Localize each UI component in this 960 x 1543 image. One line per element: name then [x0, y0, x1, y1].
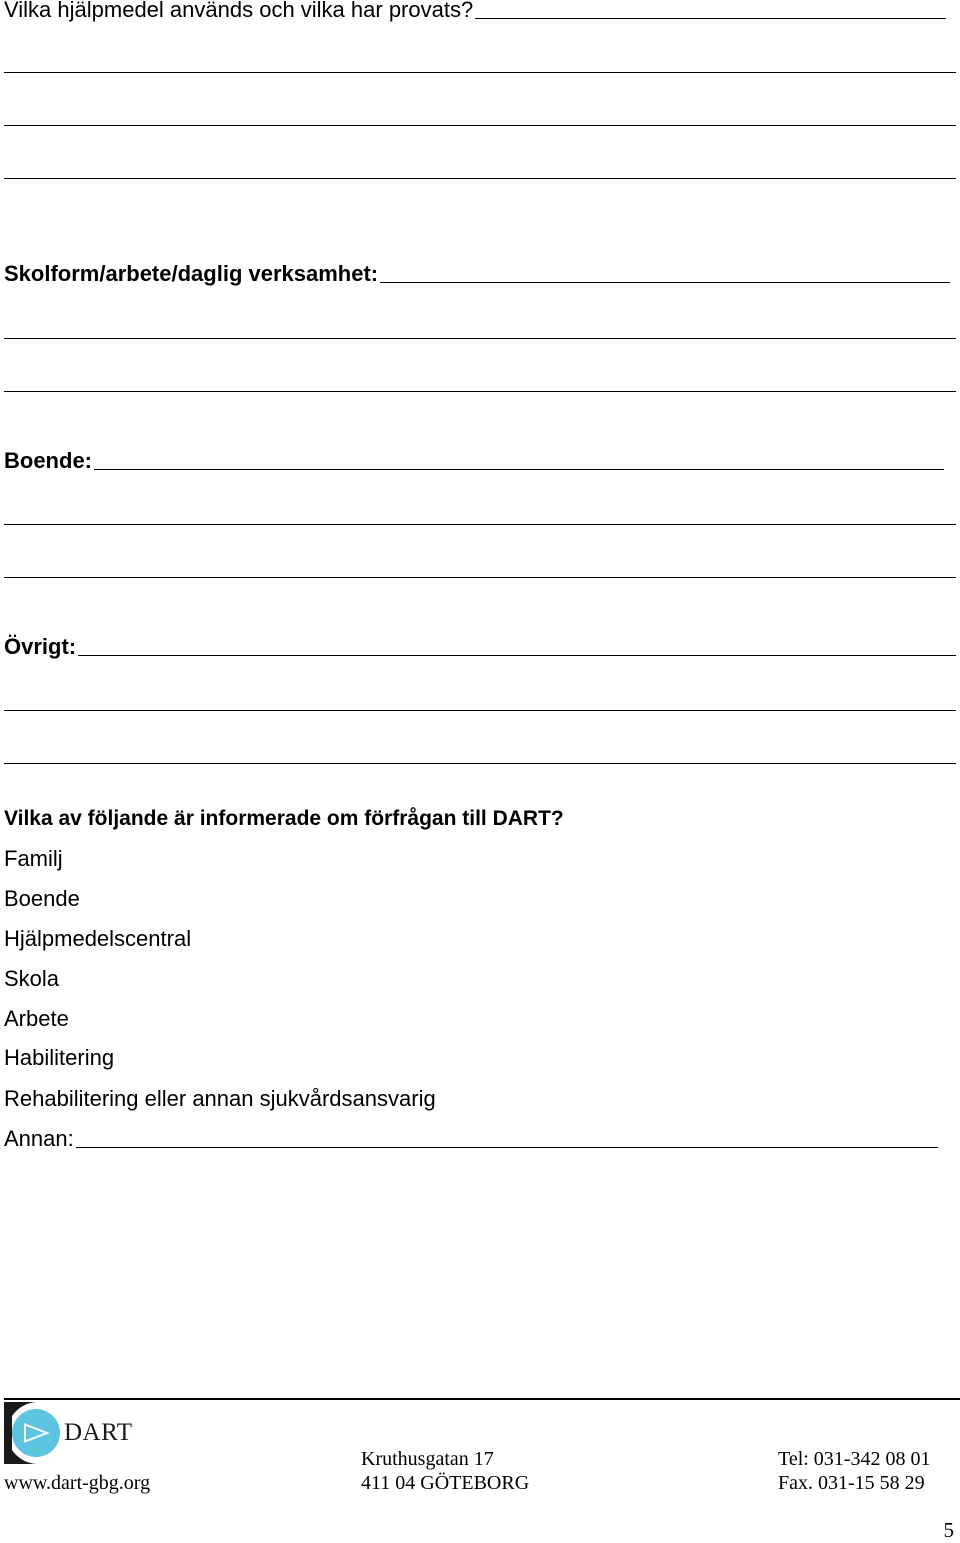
other-party-line[interactable]: [76, 1147, 938, 1148]
aids-question-row: [4, 0, 956, 23]
living-answer-line-2[interactable]: [4, 524, 956, 525]
other-question-row: [4, 634, 956, 660]
other-answer-line[interactable]: [78, 655, 956, 656]
dart-logo: [4, 1402, 140, 1464]
other-party-row: [4, 1126, 956, 1152]
option-living[interactable]: Boende: [4, 886, 80, 911]
option-rehabilitation[interactable]: Rehabilitering eller annan sjukvårdsansvarig: [4, 1086, 436, 1111]
school-answer-line-3[interactable]: [4, 391, 956, 392]
phone-number: Tel: 031-342 08 01: [778, 1448, 931, 1470]
aids-answer-line-2[interactable]: [4, 72, 956, 73]
other-question-label: Övrigt:: [4, 634, 77, 659]
option-habilitation[interactable]: Habilitering: [4, 1045, 115, 1070]
website-link[interactable]: www.dart-gbg.org: [4, 1472, 151, 1494]
page-number: 5: [943, 1518, 954, 1542]
footer-divider: [4, 1398, 960, 1400]
living-answer-line[interactable]: [94, 469, 944, 470]
school-answer-line[interactable]: [380, 282, 950, 283]
option-aids-central[interactable]: Hjälpmedelscentral: [4, 926, 192, 951]
aids-answer-line-4[interactable]: [4, 178, 956, 179]
option-family[interactable]: Familj: [4, 846, 63, 871]
option-school[interactable]: Skola: [4, 966, 60, 991]
city-address: 411 04 GÖTEBORG: [361, 1472, 530, 1494]
aids-answer-line-3[interactable]: [4, 125, 956, 126]
informed-question-heading: Vilka av följande är informerade om förfrågan till DART?: [4, 807, 564, 830]
dart-logo-text: DART: [64, 1419, 133, 1446]
living-question-label: Boende:: [4, 448, 92, 473]
school-question-label: Skolform/arbete/daglig verksamhet:: [4, 261, 379, 286]
living-question-row: [4, 448, 956, 474]
school-question-row: [4, 261, 956, 287]
other-party-label: Annan:: [4, 1126, 74, 1151]
option-work[interactable]: Arbete: [4, 1006, 69, 1031]
aids-question-label: Vilka hjälpmedel används och vilka har provats?: [4, 0, 474, 22]
other-answer-line-3[interactable]: [4, 763, 956, 764]
school-answer-line-2[interactable]: [4, 338, 956, 339]
fax-number: Fax. 031-15 58 29: [778, 1472, 925, 1494]
street-address: Kruthusgatan 17: [361, 1448, 494, 1470]
other-answer-line-2[interactable]: [4, 710, 956, 711]
living-answer-line-3[interactable]: [4, 577, 956, 578]
aids-answer-line[interactable]: [475, 18, 946, 19]
